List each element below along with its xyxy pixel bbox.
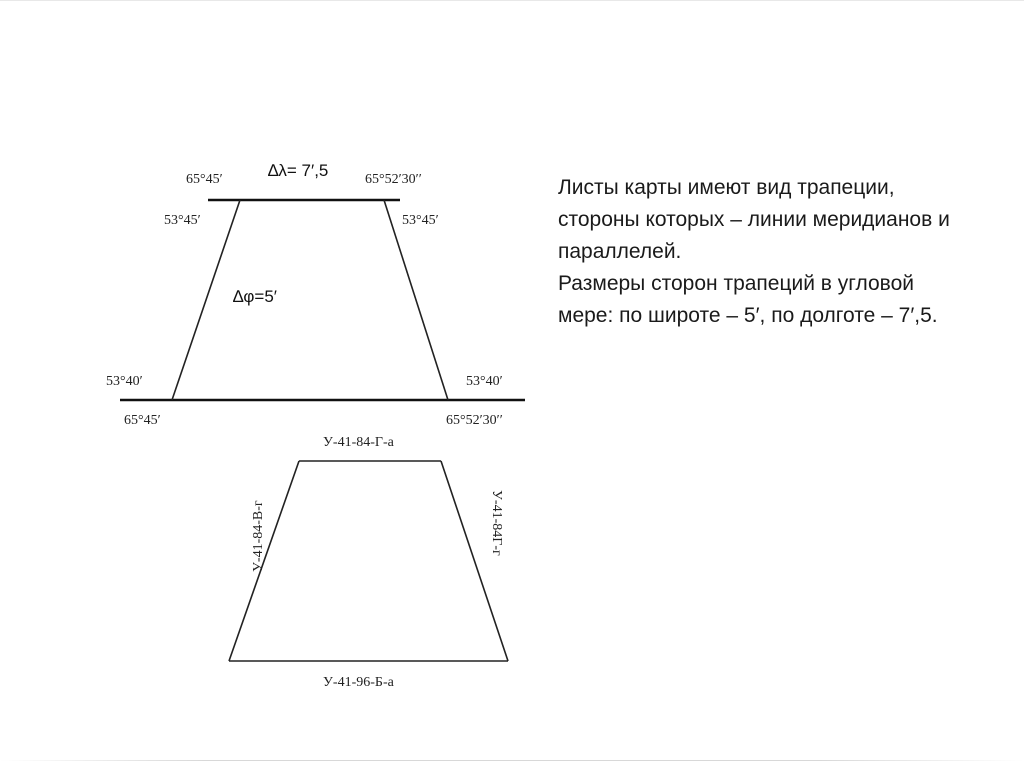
bottom-left-longitude: 65°45′ bbox=[124, 413, 161, 428]
bottom-left-latitude: 53°40′ bbox=[106, 374, 143, 389]
top-left-longitude: 65°45′ bbox=[186, 172, 223, 187]
bottom-right-longitude: 65°52′30′′ bbox=[446, 413, 503, 428]
north-neighbor-sheet: У-41-84-Г-а bbox=[323, 435, 394, 450]
delta-phi-label: ∆φ=5′ bbox=[233, 287, 277, 306]
west-neighbor-sheet: У-41-84-В-г bbox=[251, 500, 266, 572]
south-neighbor-sheet: У-41-96-Б-а bbox=[323, 675, 394, 690]
top-trapezoid bbox=[120, 200, 525, 400]
right-meridian-line bbox=[384, 200, 448, 400]
description-paragraph-2: Размеры сторон трапеций в угловой мере: по широте – 5′, по долготе – 7′,5. bbox=[558, 272, 938, 327]
top-left-latitude: 53°45′ bbox=[164, 213, 201, 228]
delta-lambda-label: ∆λ= 7′,5 bbox=[268, 161, 329, 180]
description-text bbox=[558, 172, 958, 332]
description-paragraph-1: Листы карты имеют вид трапеции, стороны которых – линии меридианов и параллелей. bbox=[558, 176, 950, 263]
left-meridian-line bbox=[172, 200, 240, 400]
top-right-longitude: 65°52′30′′ bbox=[365, 172, 422, 187]
bottom-right-latitude: 53°40′ bbox=[466, 374, 503, 389]
top-right-latitude: 53°45′ bbox=[402, 213, 439, 228]
east-neighbor-sheet: У-41-84Г-г bbox=[489, 490, 504, 556]
bottom-trapezoid bbox=[229, 461, 508, 661]
